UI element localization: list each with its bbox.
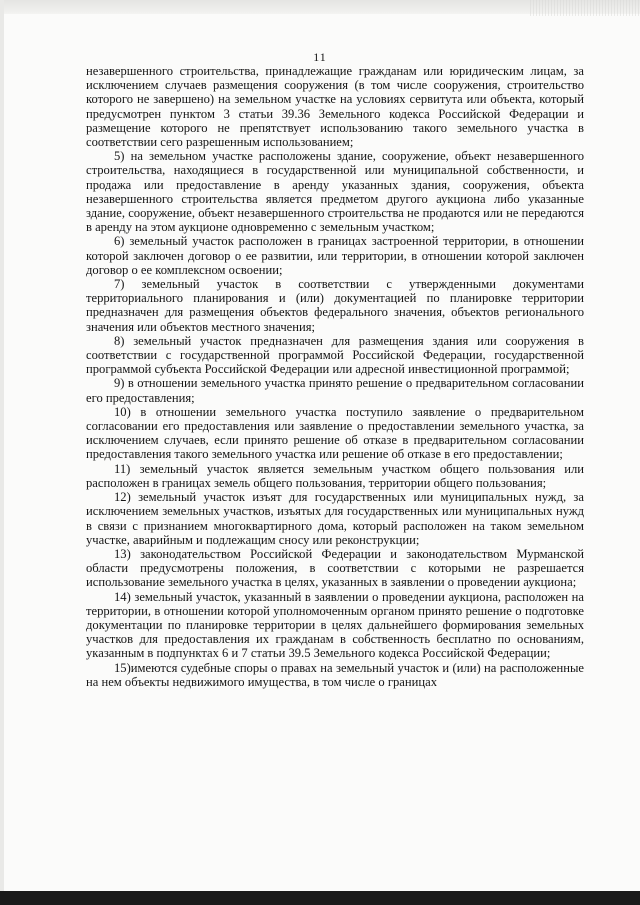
paragraph-item-5: 5) на земельном участке расположены здание, сооружение, объект незавершенного строительства, находящиеся в государственной или муниципальной собственности, и продажа или предоставление в аренду указанных здания, сооружения, объекта незавершенного строительства является предметом другого аукциона либо указанные здание, сооружение, объект незавершенного строительства не продаются или не передаются в аренду на этом аукционе одновременно с земельным участком;: [86, 149, 584, 235]
paragraph-item-7: 7) земельный участок в соответствии с утвержденными документами территориального планирования и (или) документацией по планировке территории предназначен для размещения объектов федерального значения, объектов регионального значения или объектов местного значения;: [86, 277, 584, 334]
paragraph-item-13: 13) законодательством Российской Федерации и законодательством Мурманской области предусмотрены положения, в соответствии с которыми не разрешается использование земельного участка в целях, указанных в заявлении о проведении аукциона;: [86, 546, 584, 590]
scan-bottom-edge: [0, 891, 640, 905]
paragraph-item-15: 15)имеются судебные споры о правах на земельный участок и (или) на расположенные на нем объекты недвижимого имущества, в том числе о границах: [86, 660, 584, 689]
page-number: 11: [313, 50, 327, 64]
document-body: [86, 64, 584, 689]
paragraph-item-10: 10) в отношении земельного участка поступило заявление о предварительном согласовании его предоставления или заявление о предоставлении земельного участка, за исключением случаев, если принято решение об отказе в предварительном согласовании предоставления такого земельного участка или решение об отказе в его предоставлении;: [86, 404, 584, 462]
paragraph-item-6: 6) земельный участок расположен в границах застроенной территории, в отношении которой заключен договор о ее развитии, или территории, в отношении которой заключен договор о ее комплексном освоении;: [86, 234, 584, 277]
paragraph-continuation: незавершенного строительства, принадлежащие гражданам или юридическим лицам, за исключением случаев размещения сооружения (в том числе сооружения, строительство которого не завершено) на земельном участке на условиях сервитута или объекта, который предусмотрен пунктом 3 статьи 39.36 Земельного кодекса Российской Федерации и размещение которого не препятствует использованию такого земельного участка в соответствии сего разрешенным использованием;: [86, 64, 584, 150]
paragraph-item-14: 14) земельный участок, указанный в заявлении о проведении аукциона, расположен на территории, в отношении которой уполномоченным органом принято решение о подготовке документации по планировке территории в целях дальнейшего формирования земельных участков для предоставления их гражданам в собственность бесплатно по основаниям, указанным в подпунктах 6 и 7 статьи 39.5 Земельного кодекса Российской Федерации;: [86, 589, 584, 661]
paragraph-item-8: 8) земельный участок предназначен для размещения здания или сооружения в соответствии с государственной программой Российской Федерации, государственной программой субъекта Российской Федерации или адресной инвестиционной программой;: [86, 333, 584, 377]
scan-left-edge: [0, 0, 4, 905]
paragraph-item-9: 9) в отношении земельного участка принято решение о предварительном согласовании его предоставления;: [86, 376, 584, 405]
paragraph-item-12: 12) земельный участок изъят для государственных или муниципальных нужд, за исключением земельных участков, изъятых для государственных или муниципальных нужд в связи с признанием многоквартирного дома, который расположен на таком земельном участке, аварийным и подлежащим сносу или реконструкции;: [86, 490, 584, 547]
scan-noise: [530, 0, 640, 16]
paragraph-item-11: 11) земельный участок является земельным участком общего пользования или расположен в границах земель общего пользования, территории общего пользования;: [86, 461, 584, 490]
